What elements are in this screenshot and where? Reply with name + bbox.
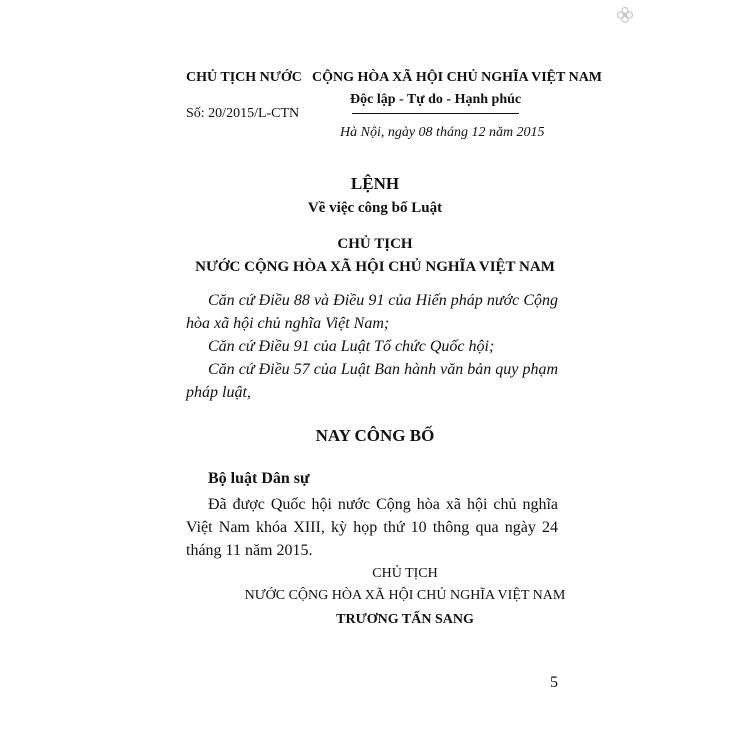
flower-icon [616, 6, 634, 24]
issuer-label: CHỦ TỊCH NƯỚC [186, 70, 302, 85]
country-name: CỘNG HÒA XÃ HỘI CHỦ NGHĨA VIỆT NAM [312, 70, 603, 85]
motto-underline [352, 113, 519, 114]
signature-country: NƯỚC CỘNG HÒA XÃ HỘI CHỦ NGHĨA VIỆT NAM [244, 588, 566, 603]
basis-line: Căn cứ Điều 91 của Luật Tổ chức Quốc hội; [208, 338, 495, 355]
basis-line: Căn cứ Điều 57 của Luật Ban hành văn bản quy phạm [208, 361, 558, 378]
passage-line: Đã được Quốc hội nước Cộng hòa xã hội chủ nghĩa [208, 496, 558, 513]
passage-line: Việt Nam khóa XIII, kỳ họp thứ 10 thông qua ngày 24 [186, 519, 558, 536]
authority-country: NƯỚC CỘNG HÒA XÃ HỘI CHỦ NGHĨA VIỆT NAM [195, 259, 555, 275]
document-number: Số: 20/2015/L-CTN [186, 106, 300, 121]
place-date: Hà Nội, ngày 08 tháng 12 năm 2015 [340, 125, 545, 140]
signer-name: TRƯƠNG TẤN SANG [336, 612, 474, 627]
document-type: LỆNH [350, 174, 400, 193]
passage-line: tháng 11 năm 2015. [186, 542, 313, 559]
basis-line: hòa xã hội chủ nghĩa Việt Nam; [186, 315, 390, 332]
law-name: Bộ luật Dân sự [208, 470, 310, 487]
proclamation-heading: NAY CÔNG BỐ [315, 426, 435, 445]
national-motto: Độc lập - Tự do - Hạnh phúc [350, 92, 522, 107]
document-subject: Về việc công bố Luật [307, 200, 443, 216]
page-number: 5 [550, 674, 558, 691]
authority-title: CHỦ TỊCH [337, 236, 413, 252]
basis-line: Căn cứ Điều 88 và Điều 91 của Hiến pháp nước Cộng [208, 292, 558, 309]
signature-title: CHỦ TỊCH [372, 566, 438, 581]
basis-line: pháp luật, [186, 384, 251, 401]
